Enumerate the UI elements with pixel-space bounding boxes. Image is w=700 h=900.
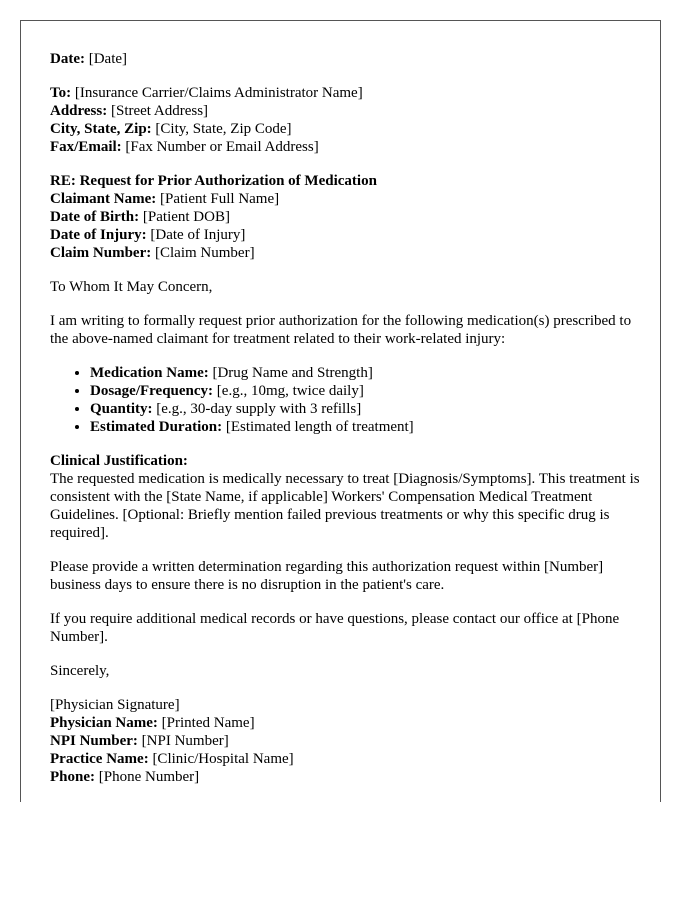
intro-paragraph: I am writing to formally request prior authorization for the following medication(s) prescribed to the above-named claimant for treatment related to their work-related injury:: [50, 313, 632, 347]
salutation: To Whom It May Concern,: [50, 279, 213, 295]
npi-line: [50, 732, 640, 750]
fax-line: [50, 138, 640, 156]
justification-heading: Clinical Justification:: [50, 453, 188, 469]
claim-line: [50, 244, 640, 262]
claimant-label: Claimant Name:: [50, 191, 157, 207]
address-value: [Street Address]: [110, 103, 209, 119]
closing: Sincerely,: [50, 663, 110, 679]
date-block: [50, 50, 640, 68]
phone-line: [50, 768, 640, 786]
claimant-line: [50, 190, 640, 208]
determination-paragraph: Please provide a written determination regarding this authorization request within [Number] business days to ensure there is no disruption in the patient's care.: [50, 559, 604, 593]
address-line: [50, 102, 640, 120]
claim-label: Claim Number:: [50, 245, 152, 261]
justification-block: [50, 452, 640, 542]
letter-content: [50, 50, 640, 786]
dob-value: [Patient DOB]: [142, 209, 230, 225]
date-value: [Date]: [88, 51, 128, 67]
claim-value: [Claim Number]: [155, 245, 255, 261]
quantity-label: Quantity:: [90, 401, 153, 417]
practice-label: Practice Name:: [50, 751, 149, 767]
phone-label: Phone:: [50, 769, 95, 785]
dob-line: [50, 208, 640, 226]
practice-line: [50, 750, 640, 768]
city-value: [City, State, Zip Code]: [155, 121, 292, 137]
doi-label: Date of Injury:: [50, 227, 147, 243]
dob-label: Date of Birth:: [50, 209, 140, 225]
list-item: [90, 418, 640, 436]
physician-name-line: [50, 714, 640, 732]
medication-name-value: [Drug Name and Strength]: [212, 365, 373, 381]
to-value: [Insurance Carrier/Claims Administrator Name]: [74, 85, 363, 101]
npi-value: [NPI Number]: [141, 733, 229, 749]
dosage-value: [e.g., 10mg, twice daily]: [216, 383, 364, 399]
city-label: City, State, Zip:: [50, 121, 152, 137]
to-label: To:: [50, 85, 72, 101]
address-label: Address:: [50, 103, 108, 119]
practice-value: [Clinic/Hospital Name]: [152, 751, 294, 767]
fax-label: Fax/Email:: [50, 139, 122, 155]
list-item: [90, 364, 640, 382]
city-line: [50, 120, 640, 138]
re-block: [50, 172, 640, 262]
re-subject: RE: Request for Prior Authorization of Medication: [50, 173, 377, 189]
medication-name-label: Medication Name:: [90, 365, 209, 381]
physician-name-value: [Printed Name]: [161, 715, 255, 731]
justification-text: The requested medication is medically necessary to treat [Diagnosis/Symptoms]. This treatment is consistent with the [State Name, if applicable] Workers' Compensation Medical Treatment Guidelines. [Optional: Briefly mention failed previous treatments or why this specific drug is required].: [50, 471, 640, 541]
letter-page: [20, 20, 661, 802]
quantity-value: [e.g., 30-day supply with 3 refills]: [156, 401, 362, 417]
claimant-value: [Patient Full Name]: [159, 191, 280, 207]
signature-block: [50, 696, 640, 786]
contact-paragraph: If you require additional medical records or have questions, please contact our office at [Phone Number].: [50, 611, 620, 645]
list-item: [90, 382, 640, 400]
doi-line: [50, 226, 640, 244]
date-line: [50, 50, 640, 68]
list-item: [90, 400, 640, 418]
fax-value: [Fax Number or Email Address]: [125, 139, 319, 155]
recipient-block: [50, 84, 640, 156]
to-line: [50, 84, 640, 102]
medication-list: [50, 364, 640, 436]
dosage-label: Dosage/Frequency:: [90, 383, 214, 399]
duration-label: Estimated Duration:: [90, 419, 223, 435]
phone-value: [Phone Number]: [98, 769, 200, 785]
date-label: Date:: [50, 51, 85, 67]
signature-placeholder: [Physician Signature]: [50, 697, 180, 713]
duration-value: [Estimated length of treatment]: [225, 419, 414, 435]
physician-name-label: Physician Name:: [50, 715, 158, 731]
doi-value: [Date of Injury]: [150, 227, 246, 243]
npi-label: NPI Number:: [50, 733, 138, 749]
